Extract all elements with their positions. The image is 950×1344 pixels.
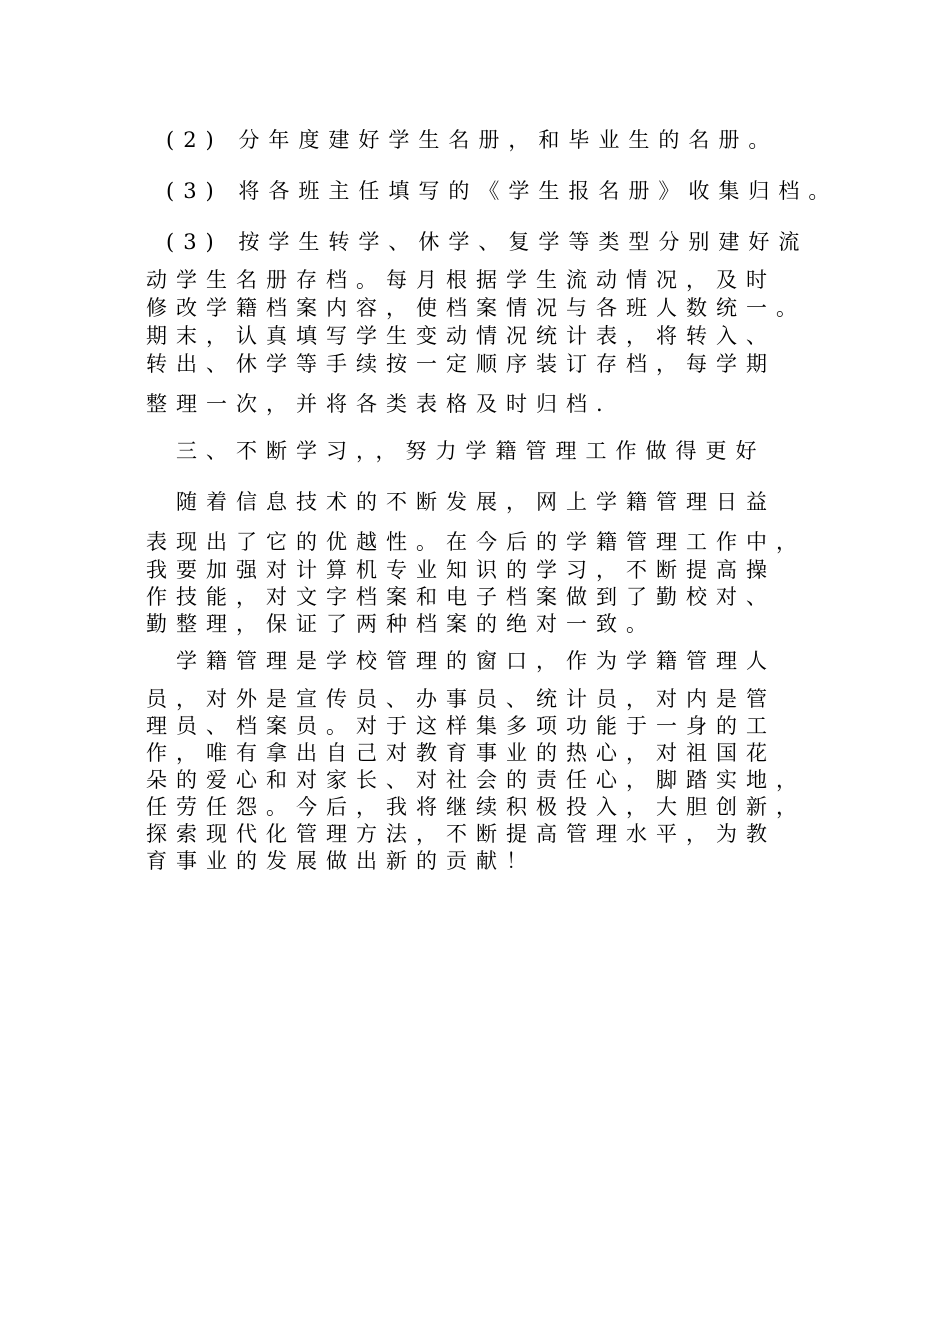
text-line: 修改学籍档案内容，使档案情况与各班人数统一。 <box>146 296 806 320</box>
text-line: 作技能，对文字档案和电子档案做到了勤校对、 <box>146 585 776 609</box>
text-line: (3) 将各班主任填写的《学生报名册》收集归档。 <box>166 179 839 203</box>
text-line: 转出、休学等手续按一定顺序装订存档，每学期 <box>146 352 776 376</box>
text-line: 育事业的发展做出新的贡献！ <box>146 849 536 873</box>
text-line: 理员、档案员。对于这样集多项功能于一身的工 <box>146 714 776 738</box>
text-line: 员，对外是宣传员、办事员、统计员，对内是管 <box>146 687 776 711</box>
text-line: 动学生名册存档。每月根据学生流动情况，及时 <box>146 268 776 292</box>
text-line: 任劳任怨。今后，我将继续积极投入，大胆创新， <box>146 795 806 819</box>
text-line: 探索现代化管理方法，不断提高管理水平，为教 <box>146 822 776 846</box>
text-line: 作，唯有拿出自己对教育事业的热心，对祖国花 <box>146 741 776 765</box>
text-line: (3) 按学生转学、休学、复学等类型分别建好流 <box>166 230 809 254</box>
text-line: (2) 分年度建好学生名册，和毕业生的名册。 <box>166 128 779 152</box>
text-line: 随着信息技术的不断发展，网上学籍管理日益 <box>176 490 776 514</box>
section-heading: 三、不断学习，，努力学籍管理工作做得更好 <box>176 439 766 463</box>
text-line: 表现出了它的优越性。在今后的学籍管理工作中， <box>146 530 806 554</box>
text-line: 勤整理，保证了两种档案的绝对一致。 <box>146 612 656 636</box>
text-line: 朵的爱心和对家长、对社会的责任心，脚踏实地， <box>146 768 806 792</box>
text-line: 期末，认真填写学生变动情况统计表，将转入、 <box>146 324 776 348</box>
text-line: 我要加强对计算机专业知识的学习，不断提高操 <box>146 558 776 582</box>
text-line: 整理一次，并将各类表格及时归档. <box>146 392 612 416</box>
text-line: 学籍管理是学校管理的窗口，作为学籍管理人 <box>176 649 776 673</box>
